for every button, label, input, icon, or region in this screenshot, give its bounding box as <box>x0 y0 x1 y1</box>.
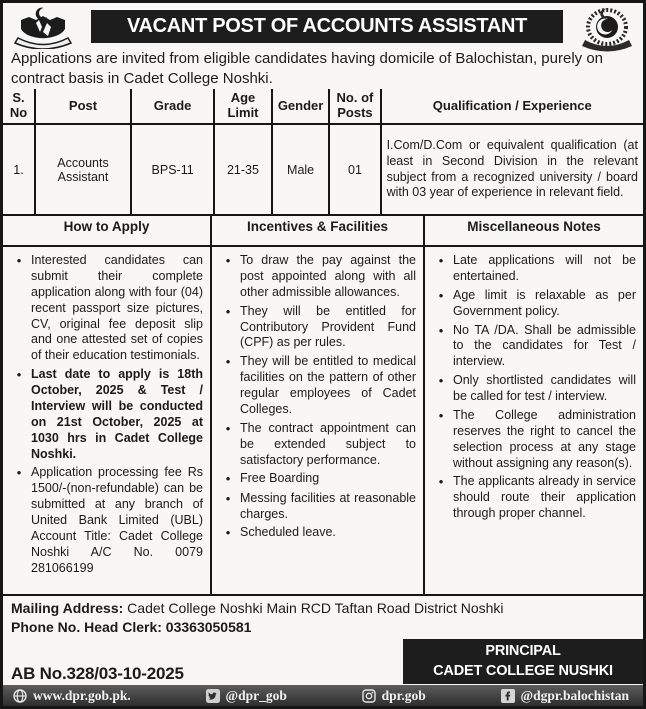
list-item <box>216 525 416 541</box>
list-item-text: • The contract appointment can be extended subject to satisfactory performance. <box>240 420 416 467</box>
list-item <box>7 253 203 364</box>
list-item <box>216 304 416 352</box>
bottom-strip <box>3 637 643 685</box>
list-item-text: • They will be entitled for Contributory Provident Fund (CPF) as per rules. <box>240 303 416 350</box>
twitter-icon <box>206 689 220 703</box>
col-header-no-of-posts: No. of Posts <box>329 89 380 124</box>
facebook-link[interactable] <box>501 688 629 704</box>
instagram-icon <box>362 689 376 703</box>
instagram-link[interactable] <box>362 688 426 704</box>
cell-gender: Male <box>272 124 330 215</box>
list-item-text: • Free Boarding <box>240 471 320 486</box>
list-item-text: • The applicants already in service should route their application through proper channel. <box>453 474 636 521</box>
how-to-apply-heading: How to Apply <box>3 216 210 247</box>
info-columns <box>3 216 643 594</box>
how-to-apply-column <box>3 216 210 594</box>
col-header-grade: Grade <box>131 89 214 124</box>
contact-section <box>3 594 643 637</box>
mailing-address-value: Cadet College Noshki Main RCD Taftan Road District Noshki <box>123 600 504 616</box>
list-item <box>216 491 416 523</box>
list-item-text: • Interested candidates can submit their complete application along with four (04) recent passport size pictures, CV, original fee deposit slip and one attested set of copies of their education testimonials. <box>31 253 203 363</box>
list-item <box>429 373 636 405</box>
signature-title: PRINCIPAL <box>485 642 561 659</box>
list-item <box>429 474 636 522</box>
globe-icon <box>13 689 27 703</box>
incentives-column <box>210 216 423 594</box>
website-link[interactable] <box>13 688 131 704</box>
list-item-text: • Only shortlisted candidates will be called for test / interview. <box>453 373 636 403</box>
list-item-text: • Application processing fee Rs 1500/-(non-refundable) can be submitted at any branch of United Bank Limited (UBL) Account Title: Cadet College Noshki A/C No. 0079 281066199 <box>31 465 203 575</box>
list-item <box>7 465 203 576</box>
incentives-list <box>212 247 423 594</box>
list-item <box>429 323 636 371</box>
list-item <box>429 408 636 472</box>
list-item <box>216 253 416 301</box>
list-item <box>216 421 416 469</box>
list-item-text: • No TA /DA. Shall be admissible to the candidates for Test / interview. <box>453 322 636 369</box>
list-item <box>429 288 636 320</box>
list-item-text: • To draw the pay against the post appointed along with all other admissible allowances. <box>240 253 416 299</box>
cell-qualification: I.Com/D.Com or equivalent qualification (at least in Second Division in the relevant subject from a recognized university / board with 03 year of experience in relevant field. <box>381 124 643 215</box>
col-header-post: Post <box>35 89 131 124</box>
list-item <box>216 471 416 487</box>
twitter-handle-text: @dpr_gob <box>225 687 287 703</box>
misc-notes-heading: Miscellaneous Notes <box>425 216 643 247</box>
facebook-handle-text: @dgpr.balochistan <box>520 687 629 703</box>
intro-text: Applications are invited from eligible candidates having domicile of Balochistan, purely on contract basis in Cadet College Noshki. <box>11 50 604 87</box>
list-item-text: • Last date to apply is 18th October, 2025 & Test / Interview will be conducted on 21st October, 2025 at 1030 hrs in Cadet College Noshki. <box>31 367 203 461</box>
header-band <box>3 3 643 48</box>
cell-s-no: 1. <box>3 124 35 215</box>
list-item-text: • They will be entitled to medical facilities on the pattern of other regular employees of Cadet Colleges. <box>240 354 416 416</box>
website-text: www.dpr.gob.pk. <box>33 687 131 703</box>
list-item-text: • Scheduled leave. <box>240 525 336 540</box>
ab-number: AB No.328/03-10-2025 <box>11 664 184 683</box>
misc-notes-list <box>425 247 643 594</box>
cell-age-limit: 21-35 <box>214 124 272 215</box>
col-header-qualification: Qualification / Experience <box>381 89 643 124</box>
vacancy-table-header-row <box>3 89 643 124</box>
col-header-age-limit: Age Limit <box>214 89 272 124</box>
mailing-address-label: Mailing Address: <box>11 600 124 616</box>
list-item <box>216 354 416 418</box>
col-header-gender: Gender <box>272 89 330 124</box>
social-footer-bar <box>3 685 643 706</box>
how-to-apply-list <box>3 247 210 594</box>
mailing-address-line <box>11 599 635 618</box>
page-title: VACANT POST OF ACCOUNTS ASSISTANT <box>91 10 563 43</box>
cell-post: Accounts Assistant <box>35 124 131 215</box>
list-item-text: • Late applications will not be entertained. <box>453 253 636 283</box>
col-header-s-no: S. No <box>3 89 35 124</box>
incentives-heading: Incentives & Facilities <box>212 216 423 247</box>
left-college-crest-logo <box>11 7 75 54</box>
misc-notes-column <box>423 216 643 594</box>
twitter-link[interactable] <box>206 688 287 704</box>
signature-org: CADET COLLEGE NUSHKI <box>433 662 613 679</box>
instagram-handle-text: dpr.gob <box>381 687 426 703</box>
cell-grade: BPS-11 <box>131 124 214 215</box>
vacancy-table-row <box>3 124 643 215</box>
facebook-icon <box>501 689 515 703</box>
signature-box <box>403 639 643 684</box>
vacancy-table <box>3 89 643 216</box>
list-item-text: • The College administration reserves the right to cancel the selection process at any stage without assigning any reason(s). <box>453 407 636 470</box>
list-item-text: • Age limit is relaxable as per Government policy. <box>453 287 636 318</box>
phone-line: Phone No. Head Clerk: 03363050581 <box>11 618 252 635</box>
list-item <box>7 367 203 462</box>
list-item-text: • Messing facilities at reasonable charges. <box>240 490 416 521</box>
cell-no-of-posts: 01 <box>329 124 380 215</box>
list-item <box>429 253 636 285</box>
